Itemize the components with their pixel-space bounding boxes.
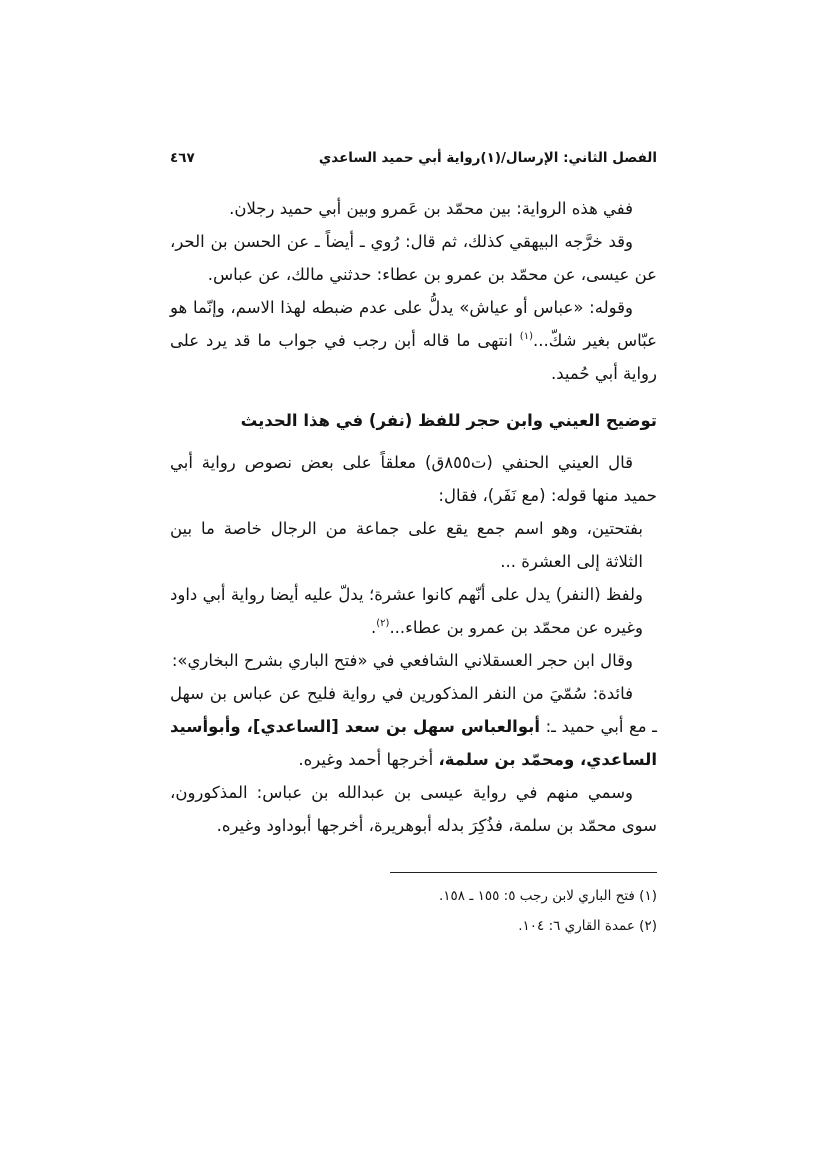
page-header bbox=[170, 150, 657, 166]
paragraph-ibn-hajar-text: وقال ابن حجر العسقلاني الشافعي في «فتح الباري بشرح البخاري»: bbox=[171, 651, 633, 670]
quote-ayni-2-text-b: . bbox=[371, 618, 377, 637]
paragraph-bayhaqi bbox=[170, 225, 657, 291]
paragraph-ayni bbox=[170, 446, 657, 512]
quote-ayni-1 bbox=[170, 512, 643, 578]
paragraph-bayhaqi-text: وقد خرَّجه البيهقي كذلك، ثم قال: رُوي ـ أيضاً ـ عن الحسن بن الحر، عن عيسى، عن محمّد بن عمرو بن عطاء: حدثني مالك، عن عباس. bbox=[170, 232, 657, 284]
footnote-1: (١) فتح الباري لابن رجب ٥: ١٥٥ ـ ١٥٨. bbox=[439, 888, 657, 904]
paragraph-qawluh bbox=[170, 291, 657, 390]
paragraph-ayni-text: قال العيني الحنفي (ت٨٥٥ق) معلقاً على بعض نصوص رواية أبي حميد منها قوله: (مع نَفَر)، فقال: bbox=[170, 453, 657, 505]
footnote-marker-2: (٢) bbox=[376, 618, 390, 629]
footnote-separator bbox=[390, 872, 657, 873]
paragraph-faida bbox=[170, 677, 657, 776]
chapter-header-title: الفصل الثاني: الإرسال/(١)رواية أبي حميد الساعدي bbox=[318, 150, 657, 166]
paragraph-faida-text-a: فائدة: سُمّيَ من النفر المذكورين في رواية فليح عن عباس بن سهل ـ مع أبي حميد ـ: bbox=[170, 684, 657, 736]
page-content bbox=[170, 150, 657, 842]
paragraph-qawluh-text-a: وقوله: «عباس أو عياش» يدلُّ على عدم ضبطه لهذا الاسم، وإنّما هو عبّاس بغير شكّ... bbox=[170, 298, 657, 350]
footnotes-section bbox=[170, 872, 657, 941]
quote-ayni-2-text-a: ولفظ (النفر) يدل على أنّهم كانوا عشرة؛ يدلّ عليه أيضا رواية أبي داود وغيره عن محمّد بن عمرو بن عطاء... bbox=[170, 585, 643, 637]
footnote-marker-1: (١) bbox=[519, 331, 533, 342]
paragraph-qawluh-text-b: انتهى ما قاله أبن رجب في جواب ما قد يرد على رواية أبي حُميد. bbox=[170, 331, 657, 383]
paragraph-faida-names-bold: أبوالعباس سهل بن سعد [الساعدي]، وأبوأسيد الساعدي، ومحمّد بن سلمة، bbox=[170, 717, 657, 769]
section-heading: توضيح العيني وابن حجر للفظ (نفر) في هذا الحديث bbox=[240, 411, 657, 430]
page-number: ٤٦٧ bbox=[170, 150, 195, 166]
paragraph-riwaya bbox=[170, 192, 657, 225]
paragraph-riwaya-text: ففي هذه الرواية: بين محمّد بن عَمرو وبين أبي حميد رجلان. bbox=[229, 199, 633, 218]
paragraph-faida-text-b: أخرجها أحمد وغيره. bbox=[298, 750, 439, 769]
paragraph-summiya bbox=[170, 776, 657, 842]
footnote-2: (٢) عمدة القاري ٦: ١٠٤. bbox=[518, 918, 657, 934]
quote-ayni-1-text: بفتحتين، وهو اسم جمع يقع على جماعة من الرجال خاصة ما بين الثلاثة إلى العشرة ... bbox=[170, 519, 643, 571]
paragraph-summiya-text: وسمي منهم في رواية عيسى بن عبدالله بن عباس: المذكورون، سوى محمّد بن سلمة، فذُكِرَ بدله أبوهريرة، أخرجها أبوداود وغيره. bbox=[170, 783, 657, 835]
paragraph-ibn-hajar bbox=[170, 644, 657, 677]
quote-ayni-2 bbox=[170, 578, 643, 644]
